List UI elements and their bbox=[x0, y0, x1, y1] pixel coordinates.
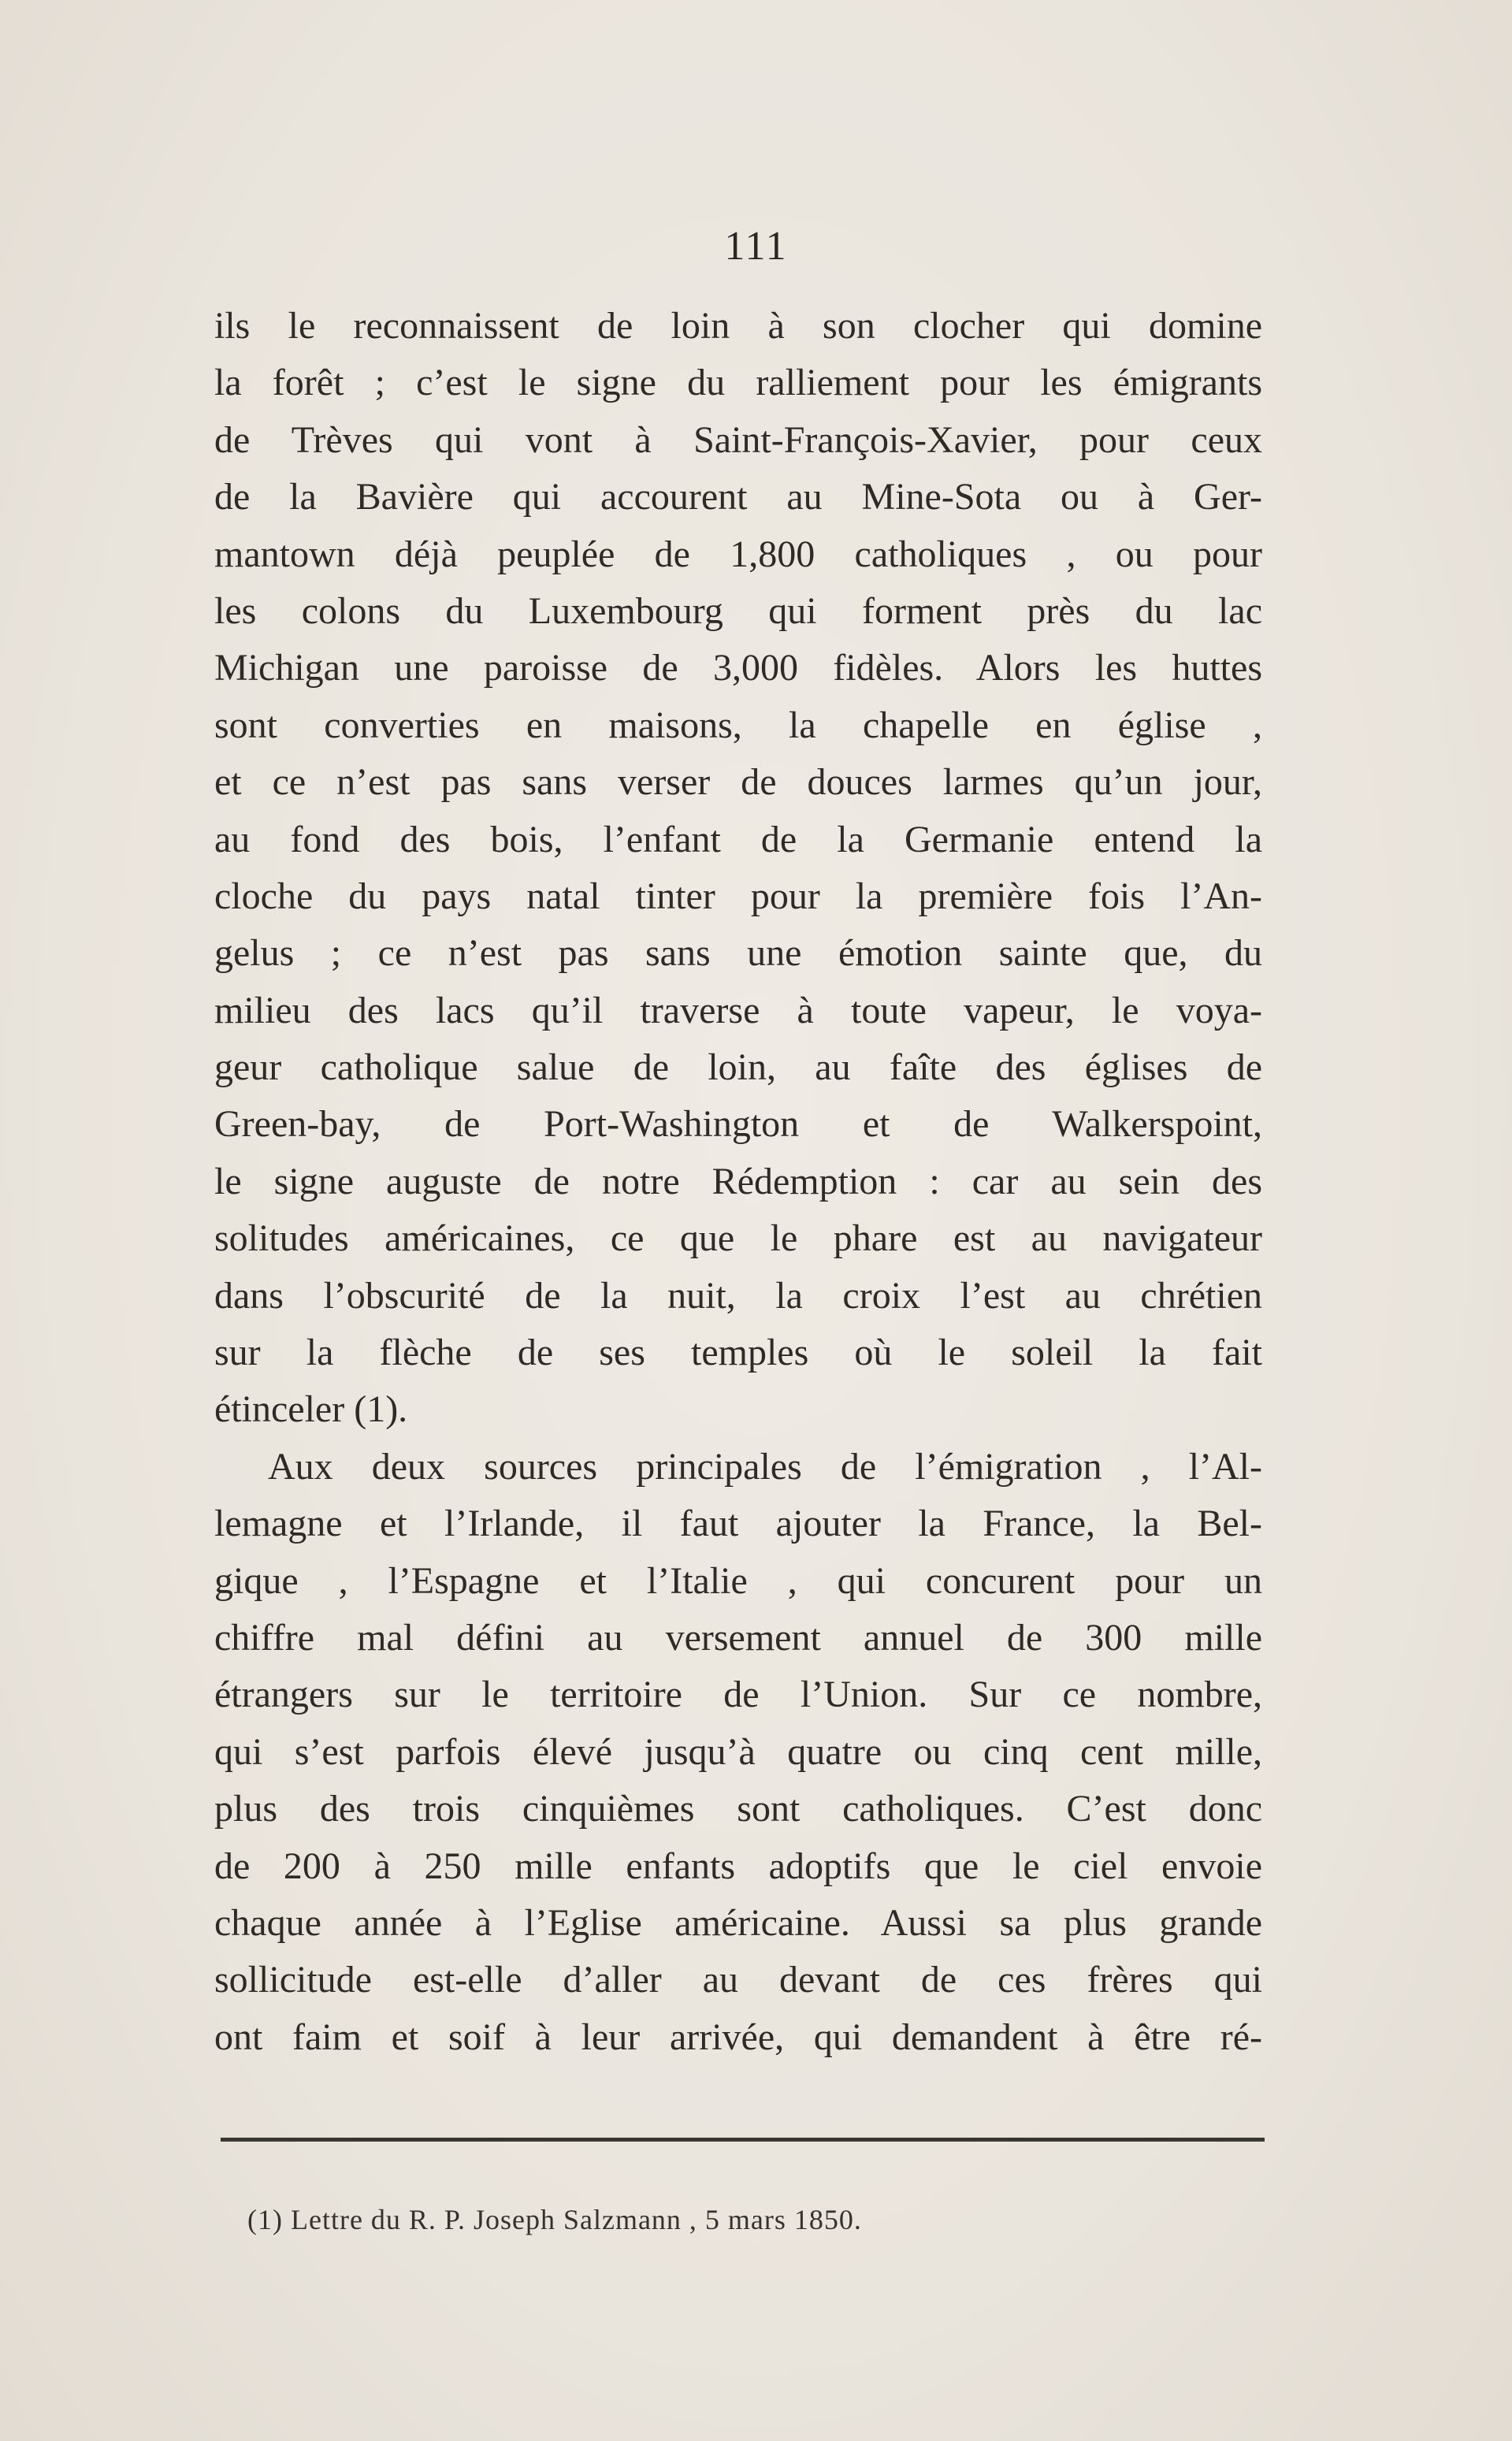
text-line: ils le reconnaissent de loin à son clocher qui domine bbox=[214, 305, 1262, 347]
text-line: la forêt ; c’est le signe du ralliement pour les émigrants bbox=[214, 362, 1262, 404]
text-line: de Trèves qui vont à Saint-François-Xavier, pour ceux bbox=[214, 418, 1262, 461]
text-line: de la Bavière qui accourent au Mine-Sota ou à Ger- bbox=[214, 476, 1262, 518]
text-line: lemagne et l’Irlande, il faut ajouter la France, la Bel- bbox=[214, 1503, 1262, 1545]
text-line: sollicitude est-elle d’aller au devant de ces frères qui bbox=[214, 1959, 1262, 2001]
text-line: cloche du pays natal tinter pour la première fois l’An- bbox=[214, 875, 1262, 917]
footnote: (1) Lettre du R. P. Joseph Salzmann , 5 mars 1850. bbox=[247, 2204, 862, 2235]
text-line: geur catholique salue de loin, au faîte des églises de bbox=[214, 1046, 1262, 1089]
text-line: chiffre mal défini au versement annuel de 300 mille bbox=[214, 1616, 1262, 1659]
text-line: qui s’est parfois élevé jusqu’à quatre ou cinq cent mille, bbox=[214, 1730, 1262, 1773]
text-line: et ce n’est pas sans verser de douces larmes qu’un jour, bbox=[214, 761, 1262, 804]
text-line: chaque année à l’Eglise américaine. Aussi sa plus grande bbox=[214, 1901, 1262, 1944]
text-line: dans l’obscurité de la nuit, la croix l’est au chrétien bbox=[214, 1274, 1262, 1317]
text-line: le signe auguste de notre Rédemption : car au sein des bbox=[214, 1160, 1262, 1202]
body-text bbox=[214, 298, 1262, 2066]
page-number: 111 bbox=[724, 224, 788, 269]
text-line: ont faim et soif à leur arrivée, qui demandent à être ré- bbox=[214, 2016, 1262, 2058]
text-line: Michigan une paroisse de 3,000 fidèles. Alors les huttes bbox=[214, 647, 1262, 689]
text-line: sur la flèche de ses temples où le soleil la fait bbox=[214, 1332, 1262, 1374]
text-line: au fond des bois, l’enfant de la Germanie entend la bbox=[214, 818, 1262, 860]
text-line: étinceler (1). bbox=[214, 1388, 408, 1431]
text-line: gique , l’Espagne et l’Italie , qui concurent pour un bbox=[214, 1559, 1262, 1602]
text-line: mantown déjà peuplée de 1,800 catholiques , ou pour bbox=[214, 533, 1262, 575]
text-line: plus des trois cinquièmes sont catholiques. C’est donc bbox=[214, 1788, 1262, 1830]
text-line: gelus ; ce n’est pas sans une émotion sainte que, du bbox=[214, 932, 1262, 975]
text-line: milieu des lacs qu’il traverse à toute vapeur, le voya- bbox=[214, 989, 1262, 1031]
text-line: étrangers sur le territoire de l’Union. Sur ce nombre, bbox=[214, 1674, 1262, 1716]
text-line: sont converties en maisons, la chapelle en église , bbox=[214, 704, 1262, 746]
text-line: Green-bay, de Port-Washington et de Walkerspoint, bbox=[214, 1103, 1262, 1146]
text-line: Aux deux sources principales de l’émigration , l’Al- bbox=[268, 1445, 1262, 1488]
text-line: de 200 à 250 mille enfants adoptifs que le ciel envoie bbox=[214, 1845, 1262, 1887]
text-line: les colons du Luxembourg qui forment près du lac bbox=[214, 589, 1262, 632]
text-line: solitudes américaines, ce que le phare est au navigateur bbox=[214, 1217, 1262, 1260]
footnote-divider bbox=[221, 2138, 1265, 2142]
